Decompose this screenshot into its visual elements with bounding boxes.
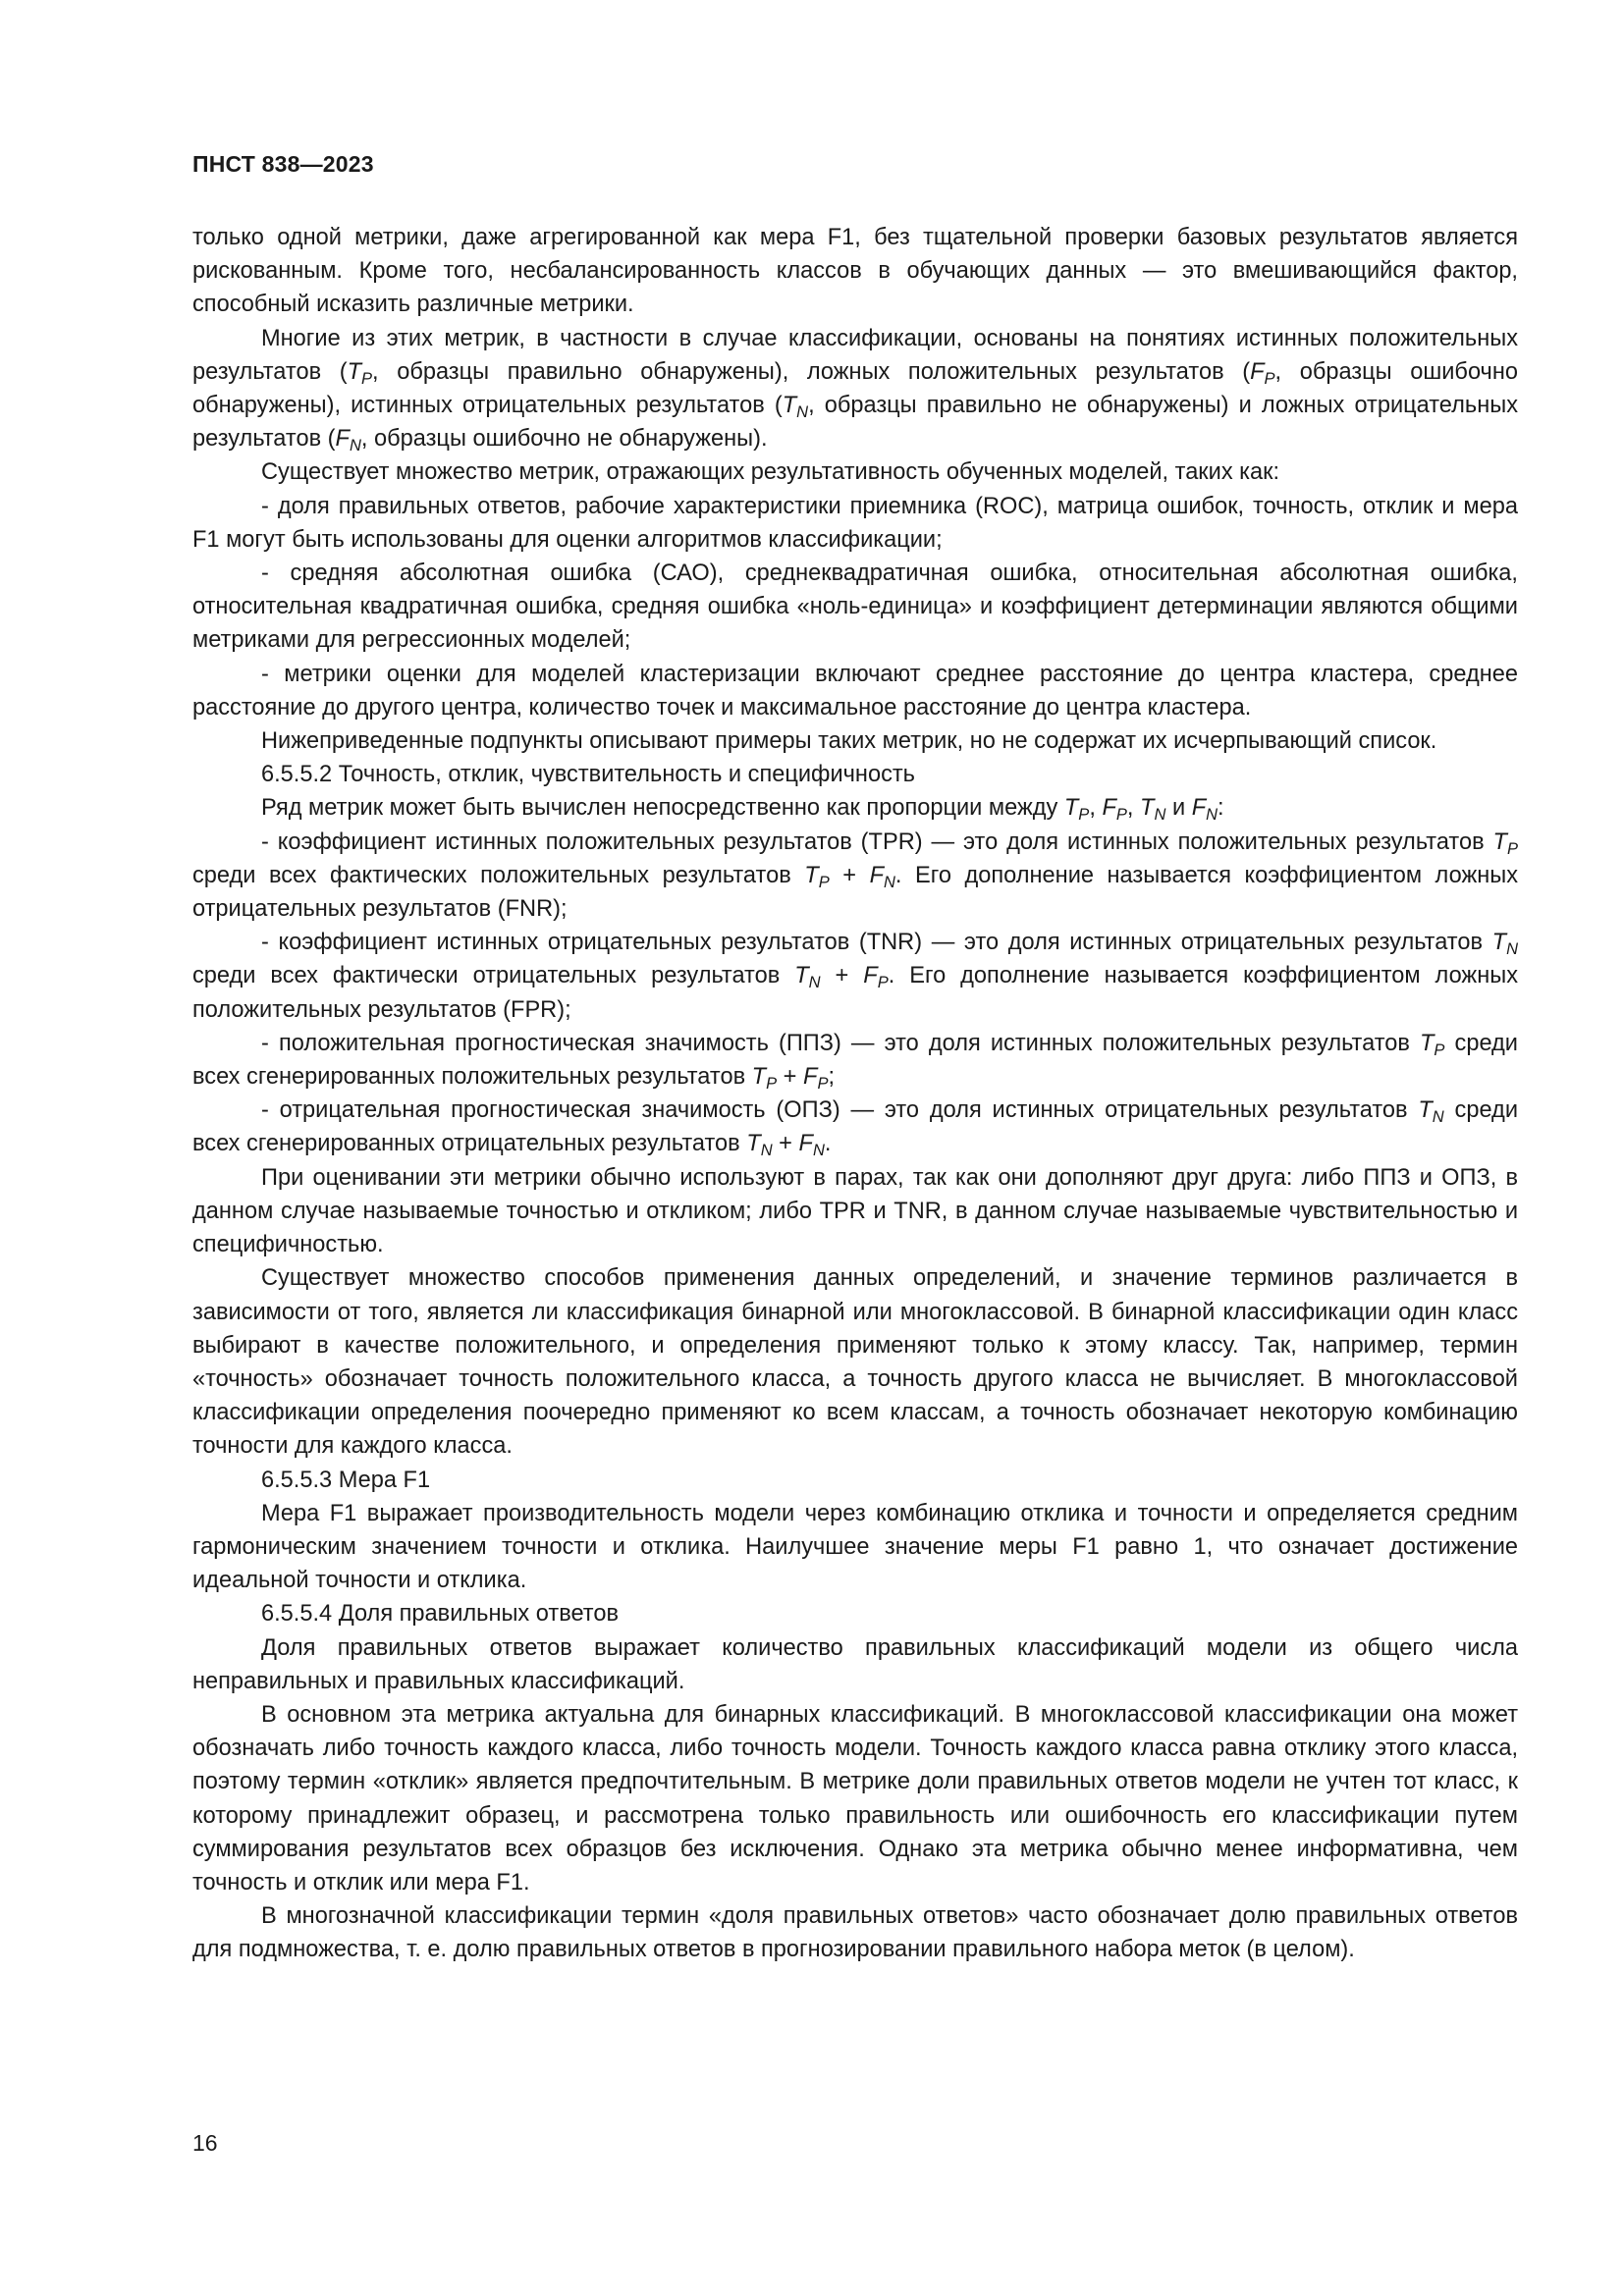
text-run: Существует множество способов применения данных определений, и значение терминов различается в зависимости от того, является ли классификация бинарной или многоклассовой. В бинарной классификации один класс выбирают в качестве положительного, и определения применяют только к этому классу. Так, например, термин «точность» обозначает точность положительного класса, а точность другого класса не вычисляет. В многоклассовой классификации определения поочередно применяют ко всем классам, а точность обозначает некоторую комбинацию точности для каждого класса. bbox=[192, 1265, 1518, 1460]
text-run: 6.5.5.4 Доля правильных ответов bbox=[261, 1601, 619, 1628]
paragraph bbox=[192, 826, 1518, 927]
document-header: ПНСТ 838—2023 bbox=[192, 151, 374, 177]
text-run: Нижеприведенные подпункты описывают примеры таких метрик, но не содержат их исчерпывающий список. bbox=[261, 728, 1437, 755]
text-run: , образцы ошибочно не обнаружены). bbox=[360, 426, 768, 453]
math-variable: $F_N$ bbox=[869, 862, 895, 891]
math-variable: $F_P$ bbox=[1250, 358, 1275, 388]
text-run: + bbox=[777, 1064, 804, 1091]
math-variable: $T_N$ bbox=[782, 393, 809, 421]
math-variable: $F_P$ bbox=[1102, 795, 1127, 825]
text-run: При оценивании эти метрики обычно используют в парах, так как они дополняют друг друга: либо ППЗ и ОПЗ, в данном случае называемые точностью и откликом; либо TPR и TNR, в данном случае называемые чувствительностью и специфичностью. bbox=[192, 1164, 1518, 1258]
paragraph bbox=[192, 490, 1518, 557]
math-variable: $T_N$ bbox=[746, 1131, 773, 1160]
text-run: - отрицательная прогностическая значимость (ОПЗ) — это доля истинных отрицательных результатов bbox=[261, 1097, 1419, 1124]
paragraph bbox=[192, 658, 1518, 724]
text-run: - коэффициент истинных отрицательных результатов (TNR) — это доля истинных отрицательных результатов bbox=[261, 930, 1492, 956]
text-run: В основном эта метрика актуальна для бинарных классификаций. В многоклассовой классификации она может обозначать либо точность каждого класса, либо точность модели. Точность каждого класса равна отклику этого класса, поэтому термин «отклик» является предпочтительным. В метрике доли правильных ответов модели не учтен тот класс, к которому принадлежит образец, и рассмотрена только правильность или ошибочность его классификации путем суммирования результатов всех образцов без исключения. Однако эта метрика обычно менее информативна, чем точность и отклик или мера F1. bbox=[192, 1701, 1518, 1896]
text-run: В многозначной классификации термин «доля правильных ответов» часто обозначает долю правильных ответов для подмножества, т. е. долю правильных ответов в прогнозировании правильного набора меток (в целом). bbox=[192, 1903, 1518, 1963]
paragraph bbox=[192, 455, 1518, 489]
paragraph bbox=[192, 322, 1518, 456]
paragraph bbox=[192, 1027, 1518, 1094]
text-run: , образцы правильно обнаружены), ложных положительных результатов ( bbox=[372, 358, 1251, 385]
paragraph bbox=[192, 758, 1518, 791]
text-run: 6.5.5.2 Точность, отклик, чувствительность и специфичность bbox=[261, 762, 915, 788]
paragraph bbox=[192, 926, 1518, 1027]
text-run: ; bbox=[828, 1064, 836, 1091]
text-run: - средняя абсолютная ошибка (САО), среднеквадратичная ошибка, относительная абсолютная ошибка, относительная квадратичная ошибка, средняя ошибка «ноль-единица» и коэффициент детерминации являются общими метриками для регрессионных моделей; bbox=[192, 561, 1518, 654]
paragraph bbox=[192, 1261, 1518, 1463]
math-variable: $F_N$ bbox=[1191, 795, 1218, 825]
math-variable: $T_N$ bbox=[794, 963, 821, 992]
math-variable: $T_P$ bbox=[751, 1064, 778, 1094]
text-run: только одной метрики, даже агрегированной как мера F1, без тщательной проверки базовых результатов является рискованным. Кроме того, несбалансированность классов в обучающих данных — это вмешивающийся фактор, способный исказить различные метрики. bbox=[192, 225, 1518, 318]
text-run: , образцы ошибочно обнаружены), истинных отрицательных результатов ( bbox=[192, 358, 1518, 419]
paragraph bbox=[192, 1497, 1518, 1598]
math-variable: $F_N$ bbox=[335, 426, 361, 455]
text-run: . Его дополнение называется коэффициентом ложных отрицательных результатов (FNR); bbox=[192, 862, 1519, 923]
text-run: - метрики оценки для моделей кластеризации включают среднее расстояние до центра кластера, среднее расстояние до другого центра, количество точек и максимальное расстояние до центра кластера. bbox=[192, 661, 1518, 721]
math-variable: $T_P$ bbox=[804, 862, 830, 891]
math-variable: $T_P$ bbox=[1419, 1030, 1445, 1059]
text-run: : bbox=[1218, 795, 1224, 822]
paragraph bbox=[192, 1899, 1518, 1966]
text-run: Мера F1 выражает производительность модели через комбинацию отклика и точности и определяется средним гармоническим значением точности и отклика. Наилучшее значение меры F1 равно 1, что означает достижение идеальной точности и отклика. bbox=[192, 1500, 1518, 1594]
math-variable: $T_N$ bbox=[1140, 795, 1166, 825]
text-run: среди всех сгенерированных положительных результатов bbox=[192, 1030, 1518, 1091]
text-run: Существует множество метрик, отражающих результативность обученных моделей, таких как: bbox=[261, 459, 1280, 486]
paragraph bbox=[192, 1161, 1518, 1262]
text-run: 6.5.5.3 Мера F1 bbox=[261, 1467, 431, 1493]
text-run: + bbox=[829, 862, 870, 888]
math-variable: $F_P$ bbox=[863, 963, 889, 992]
text-run: Ряд метрик может быть вычислен непосредственно как пропорции между bbox=[261, 795, 1064, 822]
paragraph bbox=[192, 1464, 1518, 1497]
text-run: , bbox=[1089, 795, 1103, 822]
text-run: + bbox=[820, 963, 864, 989]
text-run: - положительная прогностическая значимость (ППЗ) — это доля истинных положительных результатов bbox=[261, 1030, 1420, 1056]
math-variable: $T_P$ bbox=[1492, 828, 1518, 858]
math-variable: $T_N$ bbox=[1418, 1097, 1444, 1127]
document-body bbox=[192, 221, 1518, 1967]
text-run: . Его дополнение называется коэффициентом ложных положительных результатов (FPR); bbox=[192, 963, 1518, 1023]
paragraph bbox=[192, 221, 1518, 322]
text-run: - доля правильных ответов, рабочие характеристики приемника (ROC), матрица ошибок, точность, отклик и мера F1 могут быть использованы для оценки алгоритмов классификации; bbox=[192, 493, 1518, 553]
paragraph bbox=[192, 724, 1518, 758]
math-variable: $T_P$ bbox=[347, 358, 373, 388]
math-variable: $T_N$ bbox=[1491, 930, 1518, 959]
text-run: Многие из этих метрик, в частности в случае классификации, основаны на понятиях истинных положительных результатов ( bbox=[192, 325, 1518, 385]
text-run: среди всех фактически отрицательных результатов bbox=[192, 963, 795, 989]
text-run: Доля правильных ответов выражает количество правильных классификаций модели из общего числа неправильных и правильных классификаций. bbox=[192, 1634, 1518, 1694]
text-run: , образцы правильно не обнаружены) и ложных отрицательных результатов ( bbox=[192, 393, 1518, 453]
math-variable: $F_N$ bbox=[798, 1131, 825, 1160]
paragraph bbox=[192, 1631, 1518, 1698]
paragraph bbox=[192, 557, 1518, 658]
text-run: + bbox=[772, 1131, 799, 1157]
text-run: , bbox=[1126, 795, 1141, 822]
math-variable: $T_P$ bbox=[1063, 795, 1090, 825]
text-run: . bbox=[824, 1131, 832, 1157]
page-number: 16 bbox=[192, 2130, 218, 2156]
paragraph bbox=[192, 1094, 1518, 1160]
paragraph bbox=[192, 791, 1518, 825]
paragraph bbox=[192, 1698, 1518, 1899]
text-run: среди всех фактических положительных результатов bbox=[192, 862, 805, 888]
math-variable: $F_P$ bbox=[803, 1064, 829, 1094]
text-run: и bbox=[1165, 795, 1192, 822]
text-run: - коэффициент истинных положительных результатов (TPR) — это доля истинных положительных результатов bbox=[261, 828, 1493, 855]
paragraph bbox=[192, 1597, 1518, 1630]
text-run: среди всех сгенерированных отрицательных результатов bbox=[192, 1097, 1518, 1157]
